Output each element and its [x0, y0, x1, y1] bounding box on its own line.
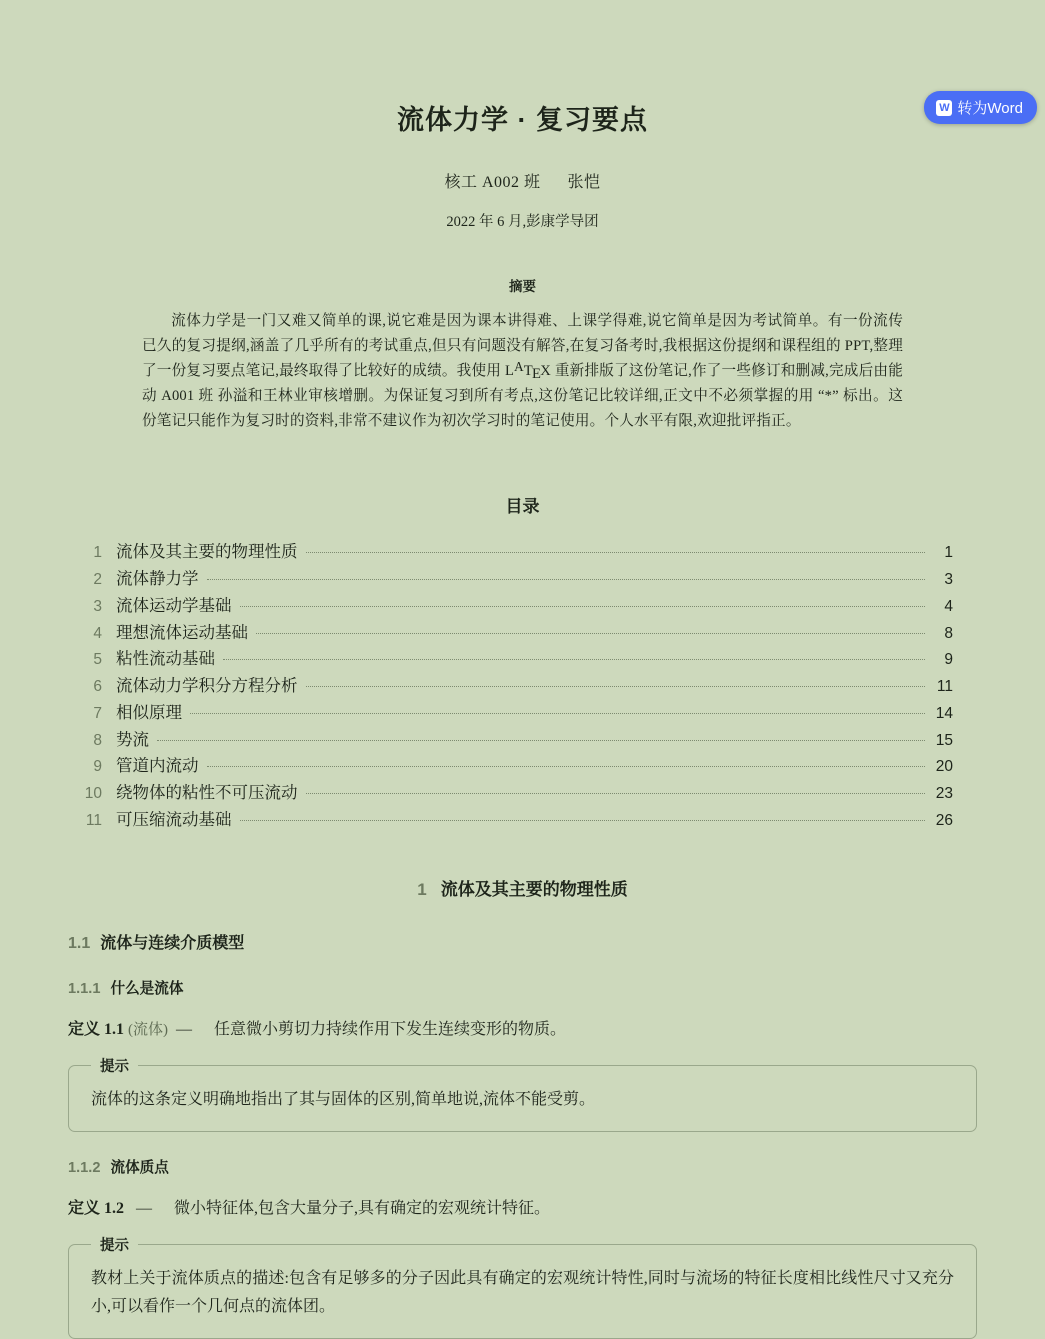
definition-label: 定义 1.1: [68, 1021, 125, 1039]
subsubsection-number: 1.1.1: [68, 981, 101, 998]
toc-entry[interactable]: [72, 753, 953, 780]
tip-box-label: 提示: [91, 1055, 138, 1080]
section-heading-1: [68, 875, 977, 900]
toc-entry-number: 2: [93, 571, 102, 589]
toc-entry-page: 3: [944, 571, 953, 589]
section-heading-1-1: [68, 930, 977, 953]
toc-entry-label: 绕物体的粘性不可压流动: [116, 782, 298, 802]
tip-box-label: 提示: [91, 1234, 138, 1259]
document-page: [0, 98, 1045, 1339]
definition-label: 定义 1.2: [68, 1200, 125, 1218]
toc-entry-label: 流体静力学: [116, 569, 199, 589]
toc-entry[interactable]: [72, 700, 953, 727]
toc-entry-page: 11: [936, 678, 953, 696]
toc-entry[interactable]: [72, 620, 953, 647]
toc-entry-page: 23: [935, 784, 953, 802]
section-heading-1-1-1: [68, 977, 977, 998]
subsubsection-title: 什么是流体: [110, 981, 184, 998]
section-heading-1-1-2: [68, 1156, 977, 1177]
subsection-title: 流体与连续介质模型: [100, 935, 245, 953]
definition-text: 任意微小剪切力持续作用下发生连续变形的物质。: [214, 1021, 567, 1039]
toc-entry-page: 4: [944, 597, 953, 615]
author-line: [68, 169, 977, 192]
toc-leader-dots: [207, 765, 926, 767]
toc-entry-page: 1: [944, 544, 953, 562]
toc-entry[interactable]: [72, 807, 953, 834]
toc-leader-dots: [240, 819, 926, 821]
tip-box-1: [68, 1058, 977, 1133]
toc-entry-page: 15: [935, 731, 953, 749]
abstract-heading: 摘要: [509, 279, 536, 294]
page-title: 流体力学 · 复习要点: [397, 105, 648, 135]
toc-entry-label: 流体及其主要的物理性质: [116, 542, 298, 562]
definition-text: 微小特征体,包含大量分子,具有确定的宏观统计特征。: [174, 1200, 551, 1218]
toc-entry-page: 8: [944, 624, 953, 642]
subsubsection-title: 流体质点: [110, 1160, 169, 1177]
toc-entry-page: 20: [935, 758, 953, 776]
toc-leader-dots: [207, 578, 926, 580]
toc-entry-number: 1: [93, 544, 102, 562]
abstract-text-part2: 重新排版了这份笔记,作了一些修订和删减,完成后由能动 A001 班 孙溢和王林业审核增删。为保证复习到所有考点,这份笔记比较详细,正文中不必须掌握的用 “*” 标出。这份笔记只能作为复习时的资料,非常不建议作为初次学习时的笔记使用。个人水平有限,欢迎批评指正。: [142, 363, 904, 430]
toc-leader-dots: [157, 739, 925, 741]
word-icon: W: [936, 100, 952, 116]
toc-heading: 目录: [505, 497, 540, 517]
toc-entry-label: 流体运动学基础: [116, 595, 232, 615]
toc-entry-label: 流体动力学积分方程分析: [116, 676, 298, 696]
toc-entry-number: 10: [84, 784, 102, 802]
subsubsection-number: 1.1.2: [68, 1160, 101, 1177]
toc-entry[interactable]: [72, 727, 953, 754]
toc-leader-dots: [306, 685, 926, 687]
toc-leader-dots: [190, 712, 925, 714]
toc-entry[interactable]: [72, 673, 953, 700]
toc-entry-number: 3: [93, 597, 102, 615]
toc-entry-label: 管道内流动: [116, 756, 199, 776]
definition-paren: (流体): [128, 1022, 169, 1039]
toc-entry-number: 7: [93, 704, 102, 722]
toc-leader-dots: [256, 632, 925, 634]
toc-entry-number: 8: [93, 731, 102, 749]
author-name: 张恺: [567, 174, 601, 191]
convert-to-word-label: 转为Word: [957, 100, 1023, 117]
table-of-contents: [68, 539, 977, 833]
toc-entry-page: 14: [935, 704, 953, 722]
toc-entry-number: 6: [93, 678, 102, 696]
author-class: 核工 A002 班: [444, 174, 541, 191]
toc-entry-label: 相似原理: [116, 702, 182, 722]
tip-box-2: [68, 1238, 977, 1339]
latex-logo: LATEX: [504, 358, 552, 383]
toc-entry-number: 4: [93, 624, 102, 642]
section-number: 1: [417, 880, 427, 900]
abstract-body: [142, 309, 903, 434]
section-title: 流体及其主要的物理性质: [440, 880, 628, 900]
tip-box-text: 教材上关于流体质点的描述:包含有足够多的分子因此具有确定的宏观统计特性,同时与流场的特征长度相比线性尺寸又充分小,可以看作一个几何点的流体团。: [91, 1270, 954, 1315]
definition-1-2: [68, 1196, 977, 1222]
toc-entry-page: 9: [944, 651, 953, 669]
tip-box-text: 流体的这条定义明确地指出了其与固体的区别,简单地说,流体不能受剪。: [91, 1090, 596, 1108]
definition-1-1: [68, 1017, 977, 1043]
toc-entry[interactable]: [72, 593, 953, 620]
toc-leader-dots: [306, 792, 926, 794]
abstract-text-part1: 流体力学是一门又难又简单的课,说它难是因为课本讲得难、上课学得难,说它简单是因为考试简单。有一份流传已久的复习提纲,涵盖了几乎所有的考试重点,但只有问题没有解答,在复习备考时,我根据这份提纲和课程组的 PPT,整理了一份复习要点笔记,最终取得了比较好的成绩。我使用: [142, 313, 903, 380]
toc-leader-dots: [240, 605, 926, 607]
date-line: 2022 年 6 月,彭康学导团: [446, 214, 599, 230]
toc-entry-number: 5: [93, 651, 102, 669]
toc-entry[interactable]: [72, 539, 953, 566]
convert-to-word-button[interactable]: [924, 91, 1037, 124]
toc-leader-dots: [306, 551, 926, 553]
definition-dash: —: [136, 1200, 153, 1218]
toc-entry-label: 理想流体运动基础: [116, 622, 248, 642]
toc-entry[interactable]: [72, 780, 953, 807]
subsection-number: 1.1: [68, 935, 91, 953]
toc-entry-label: 势流: [116, 729, 149, 749]
toc-entry-label: 粘性流动基础: [116, 649, 215, 669]
definition-dash: —: [176, 1021, 193, 1039]
toc-leader-dots: [223, 658, 925, 660]
toc-entry-label: 可压缩流动基础: [116, 809, 232, 829]
toc-entry[interactable]: [72, 566, 953, 593]
toc-entry-number: 11: [85, 811, 102, 829]
toc-entry[interactable]: [72, 646, 953, 673]
toc-entry-page: 26: [935, 811, 953, 829]
toc-entry-number: 9: [93, 758, 102, 776]
